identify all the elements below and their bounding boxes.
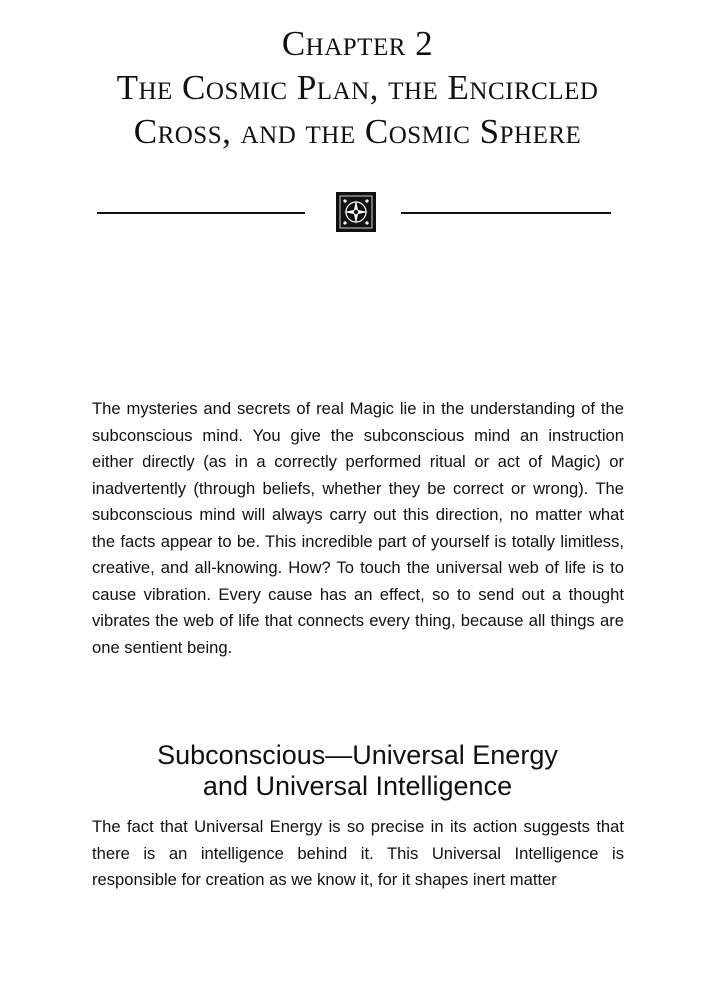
encircled-cross-ornament-icon [336, 192, 376, 232]
section-heading-line-2: and Universal Intelligence [202, 771, 513, 801]
body-paragraph-2: The fact that Universal Energy is so precise in its action suggests that there is an intelligence behind it. This Universal Intelligence is responsible for creation as we know it, for it shapes inert matter [92, 817, 624, 889]
divider-rule-right [401, 212, 611, 214]
divider-rule-left [97, 212, 305, 214]
body-paragraph-1: The mysteries and secrets of real Magic lie in the understanding of the subconscious mind. You give the subconscious mind an instruction either directly (as in a correctly performed ritual or act of Magic) or inadvertently (through beliefs, whether they be correct or wrong). The subconscious mind will always carry out this direction, no matter what the facts appear to be. This incredible part of yourself is totally limitless, creative, and all-knowing. How? To touch the universal web of life is to cause vibration. Every cause has an effect, so to send out a thought vibrates the web of life that connects every thing, because all things are one sentient being. [92, 399, 624, 657]
section-heading [0, 740, 715, 802]
section-heading-line-1: Subconscious—Universal Energy [157, 740, 558, 770]
chapter-title-line-2: Cross, and the Cosmic Sphere [133, 112, 582, 151]
chapter-heading [0, 22, 715, 154]
chapter-divider [0, 190, 715, 236]
chapter-title-line-1: The Cosmic Plan, the Encircled [116, 68, 599, 107]
chapter-number: Chapter 2 [281, 24, 434, 63]
